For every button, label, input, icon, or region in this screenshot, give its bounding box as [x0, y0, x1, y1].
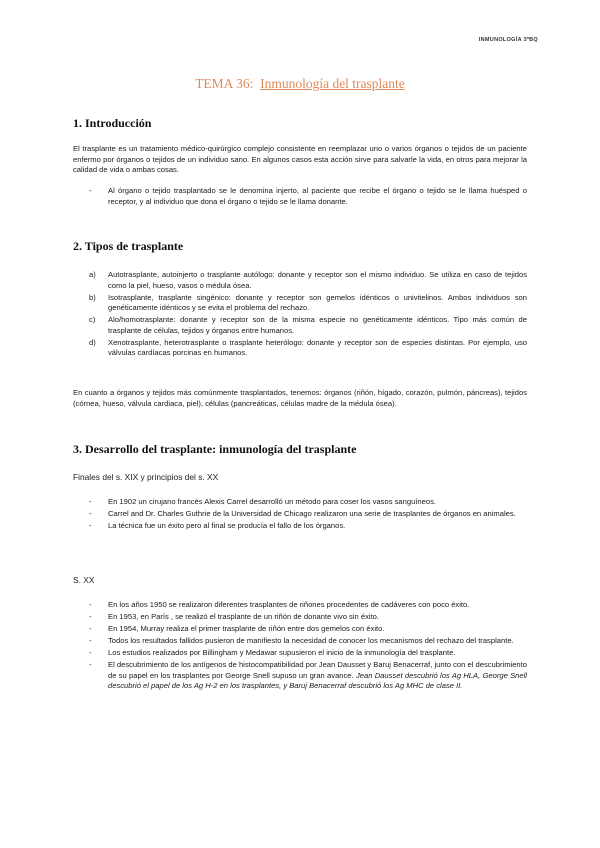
list-item: - Carrel and Dr. Charles Guthrie de la Universidad de Chicago realizaron una serie de trasplantes de órganos en animales. [89, 508, 516, 518]
list-item: d) Xenotrasplante, heterotrasplante o trasplante heterólogo: donante y receptor son de especies distintas. Por ejemplo, uso válvulas cardíacas porcinas en humanos. [89, 337, 527, 358]
title-prefix: TEMA 36: [195, 76, 254, 91]
running-header: INMUNOLOGÍA 3ºBQ [478, 37, 538, 43]
list-item: - Los estudios realizados por Billingham y Medawar supusieron el inicio de la inmunología del trasplante. [89, 647, 456, 657]
section-3-list-2 [89, 600, 527, 693]
list-item: - Todos los resultados fallidos pusieron de manifiesto la necesidad de conocer los mecanismos del rechazo del trasplante. [89, 635, 514, 645]
title-main: Inmunología del trasplante [260, 76, 405, 91]
section-1-paragraph: El trasplante es un tratamiento médico-quirúrgico complejo consistente en reemplazar uno o varios órganos o tejidos de un paciente enfermo por órganos o tejidos de un individuo sano. En algunos casos esta acción sirve para salvarle la vida, en otros para mejorar la calidad de vida o ambas cosas. [73, 144, 527, 175]
list-item: - En 1902 un cirujano francés Alexis Carrel desarrolló un método para coser los vasos sanguíneos. [89, 497, 436, 506]
subheading-sxx: S. XX [73, 575, 95, 585]
section-3-list-1 [89, 497, 527, 533]
subheading-finales: Finales del s. XIX y principios del s. XX [73, 472, 219, 482]
list-item: - En los años 1950 se realizaron diferentes trasplantes de riñones procedentes de cadáveres con poco éxito. [89, 600, 470, 609]
list-item: b) Isotrasplante, trasplante singénico: donante y receptor son gemelos idénticos o univitelinos. Ambos individuos son genéticamente idénticos y se evita el problema del rechazo. [89, 292, 527, 313]
list-item: a) Autotrasplante, autoinjerto o trasplante autólogo: donante y receptor son el mismo individuo. Se utiliza en caso de tejidos como la piel, hueso, vasos o médula ósea. [89, 270, 527, 290]
section-1-bullets [89, 186, 527, 209]
list-item: - Al órgano o tejido trasplantado se le denomina injerto, al paciente que recibe el órgano o tejido se le llama huésped o receptor, y al individuo que dona el órgano o tejido se le llama donante. [89, 186, 527, 206]
list-item: - En 1954, Murray realiza el primer trasplante de riñón entre dos gemelos con éxito. [89, 623, 385, 633]
section-1-heading: 1. Introducción [73, 116, 152, 130]
section-3-heading: 3. Desarrollo del trasplante: inmunología del trasplante [73, 442, 357, 456]
list-item: - En 1953, en París , se realizó el trasplante de un riñón de donante vivo sin éxito. [89, 611, 380, 621]
italic-note: Jean Dausset descubrió los Ag HLA, George Snell descubrió el papel de los Ag H-2 en los trasplantes, y Baruj Benacerraf descubrió los Ag MHC de clase II. [108, 670, 527, 691]
section-2-paragraph: En cuanto a órganos y tejidos más comúnmente trasplantados, tenemos: órganos (riñón, hígado, corazón, pulmón, páncreas), tejidos (córnea, hueso, válvula cardiaca, piel), células (pancreáticas, células madre de la médula ósea). [73, 388, 527, 408]
section-2-list [89, 270, 527, 360]
list-item: - El descubrimiento de los antígenos de histocompatibilidad por Jean Dausset y Baruj Benacerraf, junto con el descubrimiento de su papel en los trasplantes por George Snell supuso un gran avance. Jean Dausset descubrió los Ag HLA, George Snell descubrió el papel de los Ag H-2 en los trasplantes, y Baruj Benacerraf descubrió los Ag MHC de clase II. [89, 659, 527, 691]
list-item: - La técnica fue un éxito pero al final se producía el fallo de los órganos. [89, 520, 346, 530]
section-2-heading: 2. Tipos de trasplante [73, 239, 184, 253]
page-title [0, 76, 600, 92]
list-item: c) Alo/homotrasplante: donante y receptor son de la misma especie no genéticamente idénticos. Tipo más común de trasplante de células, tejidos y órganos entre humanos. [89, 315, 527, 335]
